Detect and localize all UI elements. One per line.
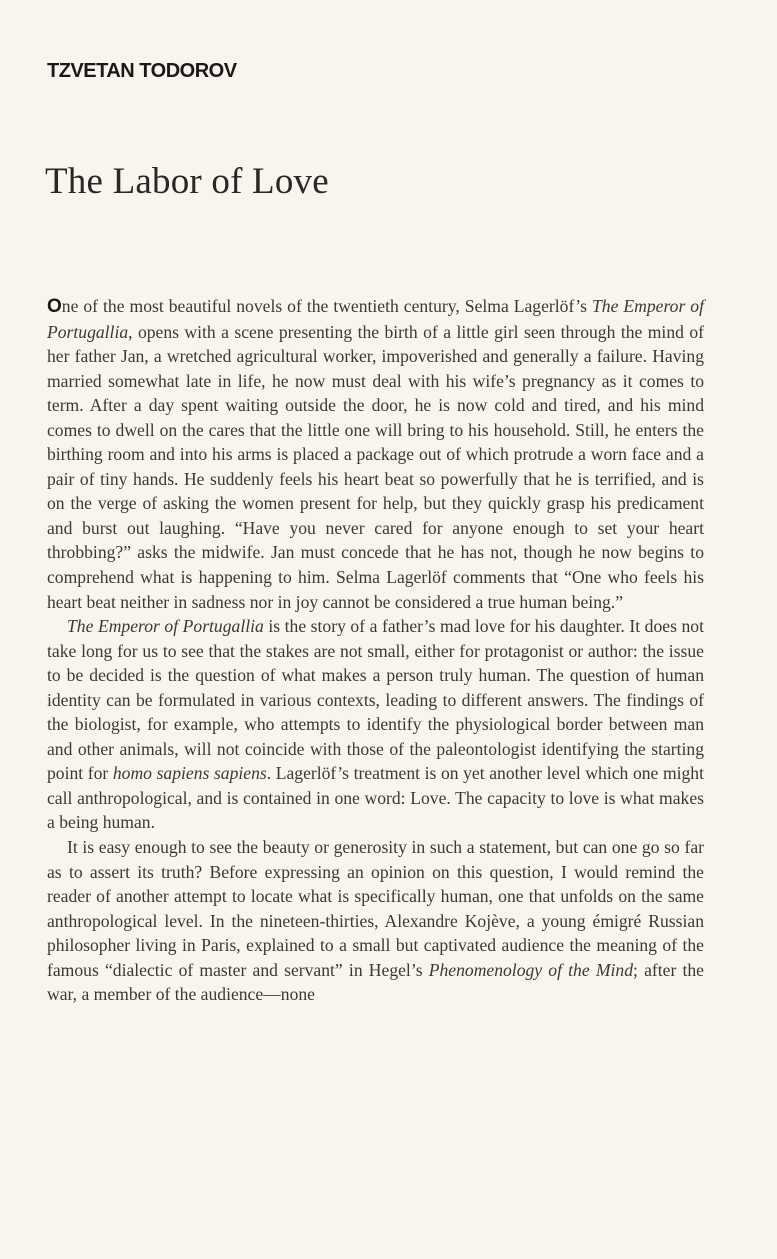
book-title-italic: Phenomenology of the Mind: [428, 959, 633, 980]
paragraph-3: [47, 835, 704, 1007]
drop-cap: O: [47, 296, 62, 317]
book-title-italic: The Emperor of Portugallia: [67, 616, 264, 637]
book-title-italic: The Emperor of Portugallia: [47, 296, 704, 342]
chapter-body: [47, 294, 704, 1007]
text-run: . Lagerlöf’s treatment is on yet another level which one might call anthropological, and is contained in one word: Love. The capacity to love is what makes a being human.: [47, 763, 704, 833]
text-run: ; after the war, a member of the audience—none: [47, 959, 704, 1005]
text-run: , opens with a scene presenting the birth of a little girl seen through the mind of her father Jan, a wretched agricultural worker, impoverished and generally a failure. Having married somewhat late in life, he now must deal with his wife’s pregnancy as it comes to term. After a day spent waiting outside the door, he is now cold and tired, and his mind comes to dwell on the cares that the little one will bring to his household. Still, he enters the birthing room and into his arms is placed a package out of which protrude a worn face and a pair of tiny hands. He suddenly feels his heart beat so powerfully that he is terrified, and is on the verge of asking the women present for help, but they quickly grasp his predicament and burst out laughing. “Have you never cared for anyone enough to set your heart throbbing?” asks the midwife. Jan must concede that he has not, though he now begins to comprehend what is happening to him. Selma Lagerlöf comments that “One who feels his heart beat neither in sadness nor in joy cannot be considered a true human being.”: [47, 321, 704, 612]
text-run: is the story of a father’s mad love for his daughter. It does not take long for us to see that the stakes are not small, either for protagonist or author: the issue to be decided is the question of what makes a person truly human. The question of human identity can be formulated in various contexts, leading to different answers. The findings of the biologist, for example, who attempts to identify the physiological border between man and other animals, will not coincide with those of the paleontologist identifying the starting point for: [47, 616, 704, 784]
paragraph-2: [47, 614, 704, 835]
paragraph-1: [47, 294, 704, 614]
chapter-title: The Labor of Love: [45, 161, 329, 202]
text-run: It is easy enough to see the beauty or generosity in such a statement, but can one go so far as to assert its truth? Before expressing an opinion on this question, I would remind the reader of another attempt to locate what is specifically human, one that unfolds on the same anthropological level. In the nineteen-thirties, Alexandre Kojève, a young émigré Russian philosopher living in Paris, explained to a small but captivated audience the meaning of the famous “dialectic of master and servant” in Hegel’s: [47, 837, 704, 980]
running-head-author: TZVETAN TODOROV: [47, 60, 237, 82]
species-name-italic: homo sapiens sapiens: [112, 763, 267, 784]
text-run: ne of the most beautiful novels of the twentieth century, Selma Lagerlöf’s: [61, 296, 593, 316]
